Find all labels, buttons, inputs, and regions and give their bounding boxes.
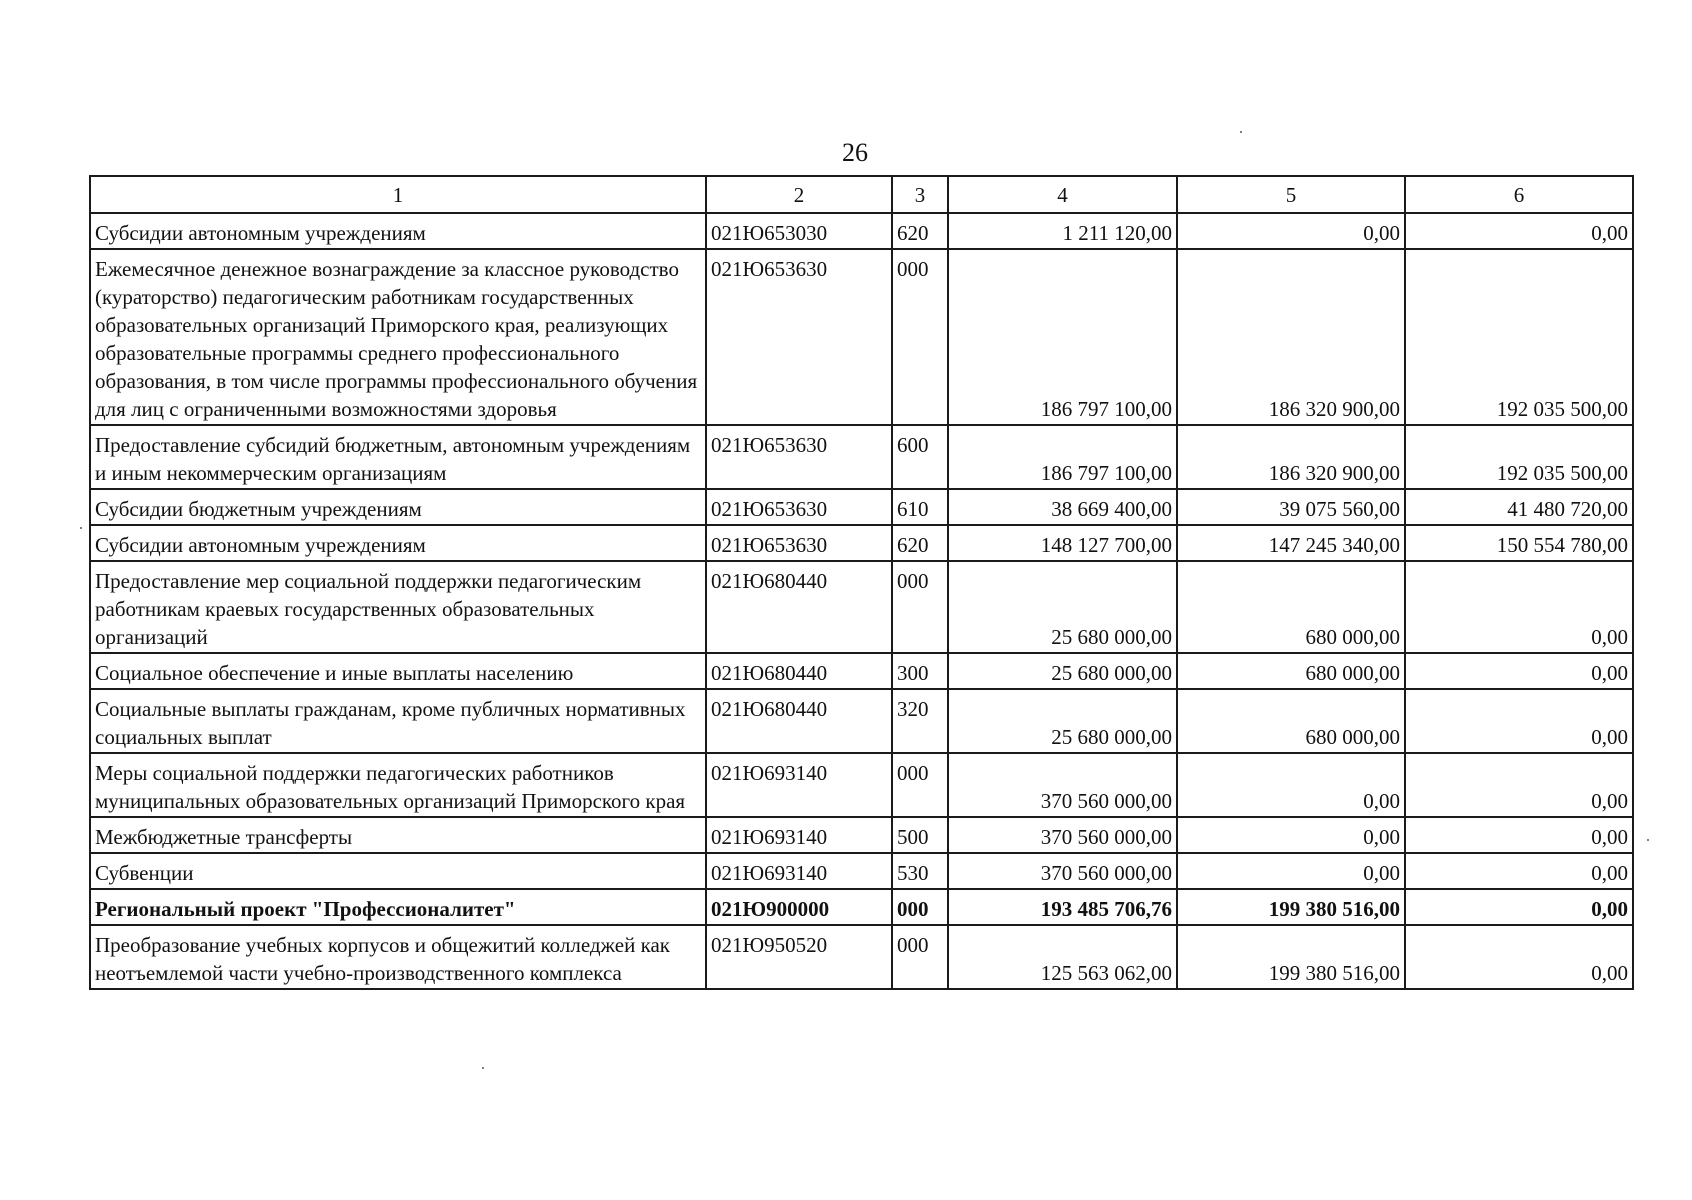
- row-expense-type-cell: 000: [892, 753, 948, 817]
- table-row: [90, 489, 1633, 525]
- row-amount-col6-cell: 0,00: [1405, 817, 1633, 853]
- row-amount-col4-cell: 148 127 700,00: [948, 525, 1177, 561]
- column-header: 1: [90, 176, 706, 213]
- row-expense-type-cell: 600: [892, 425, 948, 489]
- table-header-row: [90, 176, 1633, 213]
- row-name-cell: Предоставление мер социальной поддержки педагогическим работникам краевых государственных образовательных организаций: [90, 561, 706, 653]
- row-amount-col5-cell: 199 380 516,00: [1177, 925, 1405, 989]
- budget-table: [89, 175, 1634, 990]
- row-amount-col6-cell: 0,00: [1405, 653, 1633, 689]
- row-amount-col6-cell: 0,00: [1405, 925, 1633, 989]
- row-expense-type-cell: 000: [892, 925, 948, 989]
- row-amount-col5-cell: 147 245 340,00: [1177, 525, 1405, 561]
- table-row: [90, 853, 1633, 889]
- row-code-cell: 021Ю653630: [706, 489, 892, 525]
- row-amount-col4-cell: 25 680 000,00: [948, 561, 1177, 653]
- row-amount-col4-cell: 1 211 120,00: [948, 213, 1177, 249]
- row-expense-type-cell: 620: [892, 525, 948, 561]
- row-amount-col6-cell: 0,00: [1405, 561, 1633, 653]
- row-amount-col4-cell: 25 680 000,00: [948, 689, 1177, 753]
- row-amount-col6-cell: 0,00: [1405, 213, 1633, 249]
- row-amount-col4-cell: 186 797 100,00: [948, 425, 1177, 489]
- row-code-cell: 021Ю680440: [706, 653, 892, 689]
- row-name-cell: Ежемесячное денежное вознаграждение за классное руководство (кураторство) педагогическим работникам государственных образовательных организаций Приморского края, реализующих образовательные программы среднего профессионального образования, в том числе программы профессионального обучения для лиц с ограниченными возможностями здоровья: [90, 249, 706, 425]
- row-name-cell: Социальное обеспечение и иные выплаты населению: [90, 653, 706, 689]
- row-amount-col5-cell: 199 380 516,00: [1177, 889, 1405, 925]
- column-header: 4: [948, 176, 1177, 213]
- row-name-cell: Социальные выплаты гражданам, кроме публичных нормативных социальных выплат: [90, 689, 706, 753]
- row-code-cell: 021Ю680440: [706, 689, 892, 753]
- row-expense-type-cell: 620: [892, 213, 948, 249]
- row-amount-col4-cell: 186 797 100,00: [948, 249, 1177, 425]
- row-code-cell: 021Ю680440: [706, 561, 892, 653]
- row-amount-col5-cell: 0,00: [1177, 753, 1405, 817]
- row-name-cell: Субвенции: [90, 853, 706, 889]
- scan-speck: [80, 527, 82, 529]
- row-code-cell: 021Ю653630: [706, 249, 892, 425]
- table-body: [90, 213, 1633, 989]
- row-expense-type-cell: 530: [892, 853, 948, 889]
- row-amount-col5-cell: 39 075 560,00: [1177, 489, 1405, 525]
- page-number: 26: [842, 138, 868, 167]
- table-row: [90, 653, 1633, 689]
- row-expense-type-cell: 000: [892, 561, 948, 653]
- row-amount-col4-cell: 370 560 000,00: [948, 817, 1177, 853]
- row-name-cell: Меры социальной поддержки педагогических работников муниципальных образовательных организаций Приморского края: [90, 753, 706, 817]
- row-expense-type-cell: 000: [892, 249, 948, 425]
- scan-speck: [482, 1067, 484, 1069]
- row-name-cell: Региональный проект "Профессионалитет": [90, 889, 706, 925]
- row-amount-col4-cell: 370 560 000,00: [948, 853, 1177, 889]
- row-amount-col5-cell: 186 320 900,00: [1177, 425, 1405, 489]
- row-expense-type-cell: 000: [892, 889, 948, 925]
- row-amount-col6-cell: 0,00: [1405, 853, 1633, 889]
- row-code-cell: 021Ю653630: [706, 525, 892, 561]
- table-row: [90, 689, 1633, 753]
- row-amount-col6-cell: 41 480 720,00: [1405, 489, 1633, 525]
- row-amount-col6-cell: 192 035 500,00: [1405, 249, 1633, 425]
- row-amount-col6-cell: 0,00: [1405, 689, 1633, 753]
- row-expense-type-cell: 500: [892, 817, 948, 853]
- row-amount-col4-cell: 370 560 000,00: [948, 753, 1177, 817]
- table-row: [90, 889, 1633, 925]
- row-amount-col6-cell: 0,00: [1405, 889, 1633, 925]
- scan-speck: [1240, 131, 1242, 133]
- table-row: [90, 817, 1633, 853]
- row-code-cell: 021Ю693140: [706, 817, 892, 853]
- row-name-cell: Субсидии автономным учреждениям: [90, 213, 706, 249]
- row-code-cell: 021Ю900000: [706, 889, 892, 925]
- row-expense-type-cell: 320: [892, 689, 948, 753]
- row-amount-col4-cell: 38 669 400,00: [948, 489, 1177, 525]
- row-expense-type-cell: 610: [892, 489, 948, 525]
- row-amount-col5-cell: 680 000,00: [1177, 653, 1405, 689]
- table-row: [90, 213, 1633, 249]
- row-amount-col5-cell: 0,00: [1177, 213, 1405, 249]
- row-name-cell: Субсидии бюджетным учреждениям: [90, 489, 706, 525]
- table-row: [90, 561, 1633, 653]
- table-row: [90, 753, 1633, 817]
- row-name-cell: Субсидии автономным учреждениям: [90, 525, 706, 561]
- row-expense-type-cell: 300: [892, 653, 948, 689]
- table-row: [90, 249, 1633, 425]
- row-amount-col5-cell: 680 000,00: [1177, 561, 1405, 653]
- column-header: 2: [706, 176, 892, 213]
- column-header: 5: [1177, 176, 1405, 213]
- row-code-cell: 021Ю950520: [706, 925, 892, 989]
- row-name-cell: Предоставление субсидий бюджетным, автономным учреждениям и иным некоммерческим организациям: [90, 425, 706, 489]
- row-amount-col4-cell: 193 485 706,76: [948, 889, 1177, 925]
- row-amount-col5-cell: 680 000,00: [1177, 689, 1405, 753]
- row-code-cell: 021Ю693140: [706, 753, 892, 817]
- row-name-cell: Межбюджетные трансферты: [90, 817, 706, 853]
- table-row: [90, 525, 1633, 561]
- row-amount-col5-cell: 186 320 900,00: [1177, 249, 1405, 425]
- column-header: 3: [892, 176, 948, 213]
- table-row: [90, 425, 1633, 489]
- row-amount-col6-cell: 0,00: [1405, 753, 1633, 817]
- row-code-cell: 021Ю653030: [706, 213, 892, 249]
- row-amount-col5-cell: 0,00: [1177, 853, 1405, 889]
- row-amount-col5-cell: 0,00: [1177, 817, 1405, 853]
- row-code-cell: 021Ю653630: [706, 425, 892, 489]
- row-code-cell: 021Ю693140: [706, 853, 892, 889]
- row-name-cell: Преобразование учебных корпусов и общежитий колледжей как неотъемлемой части учебно-производственного комплекса: [90, 925, 706, 989]
- row-amount-col6-cell: 192 035 500,00: [1405, 425, 1633, 489]
- scan-speck: [1647, 839, 1649, 841]
- table-row: [90, 925, 1633, 989]
- row-amount-col6-cell: 150 554 780,00: [1405, 525, 1633, 561]
- column-header: 6: [1405, 176, 1633, 213]
- row-amount-col4-cell: 25 680 000,00: [948, 653, 1177, 689]
- row-amount-col4-cell: 125 563 062,00: [948, 925, 1177, 989]
